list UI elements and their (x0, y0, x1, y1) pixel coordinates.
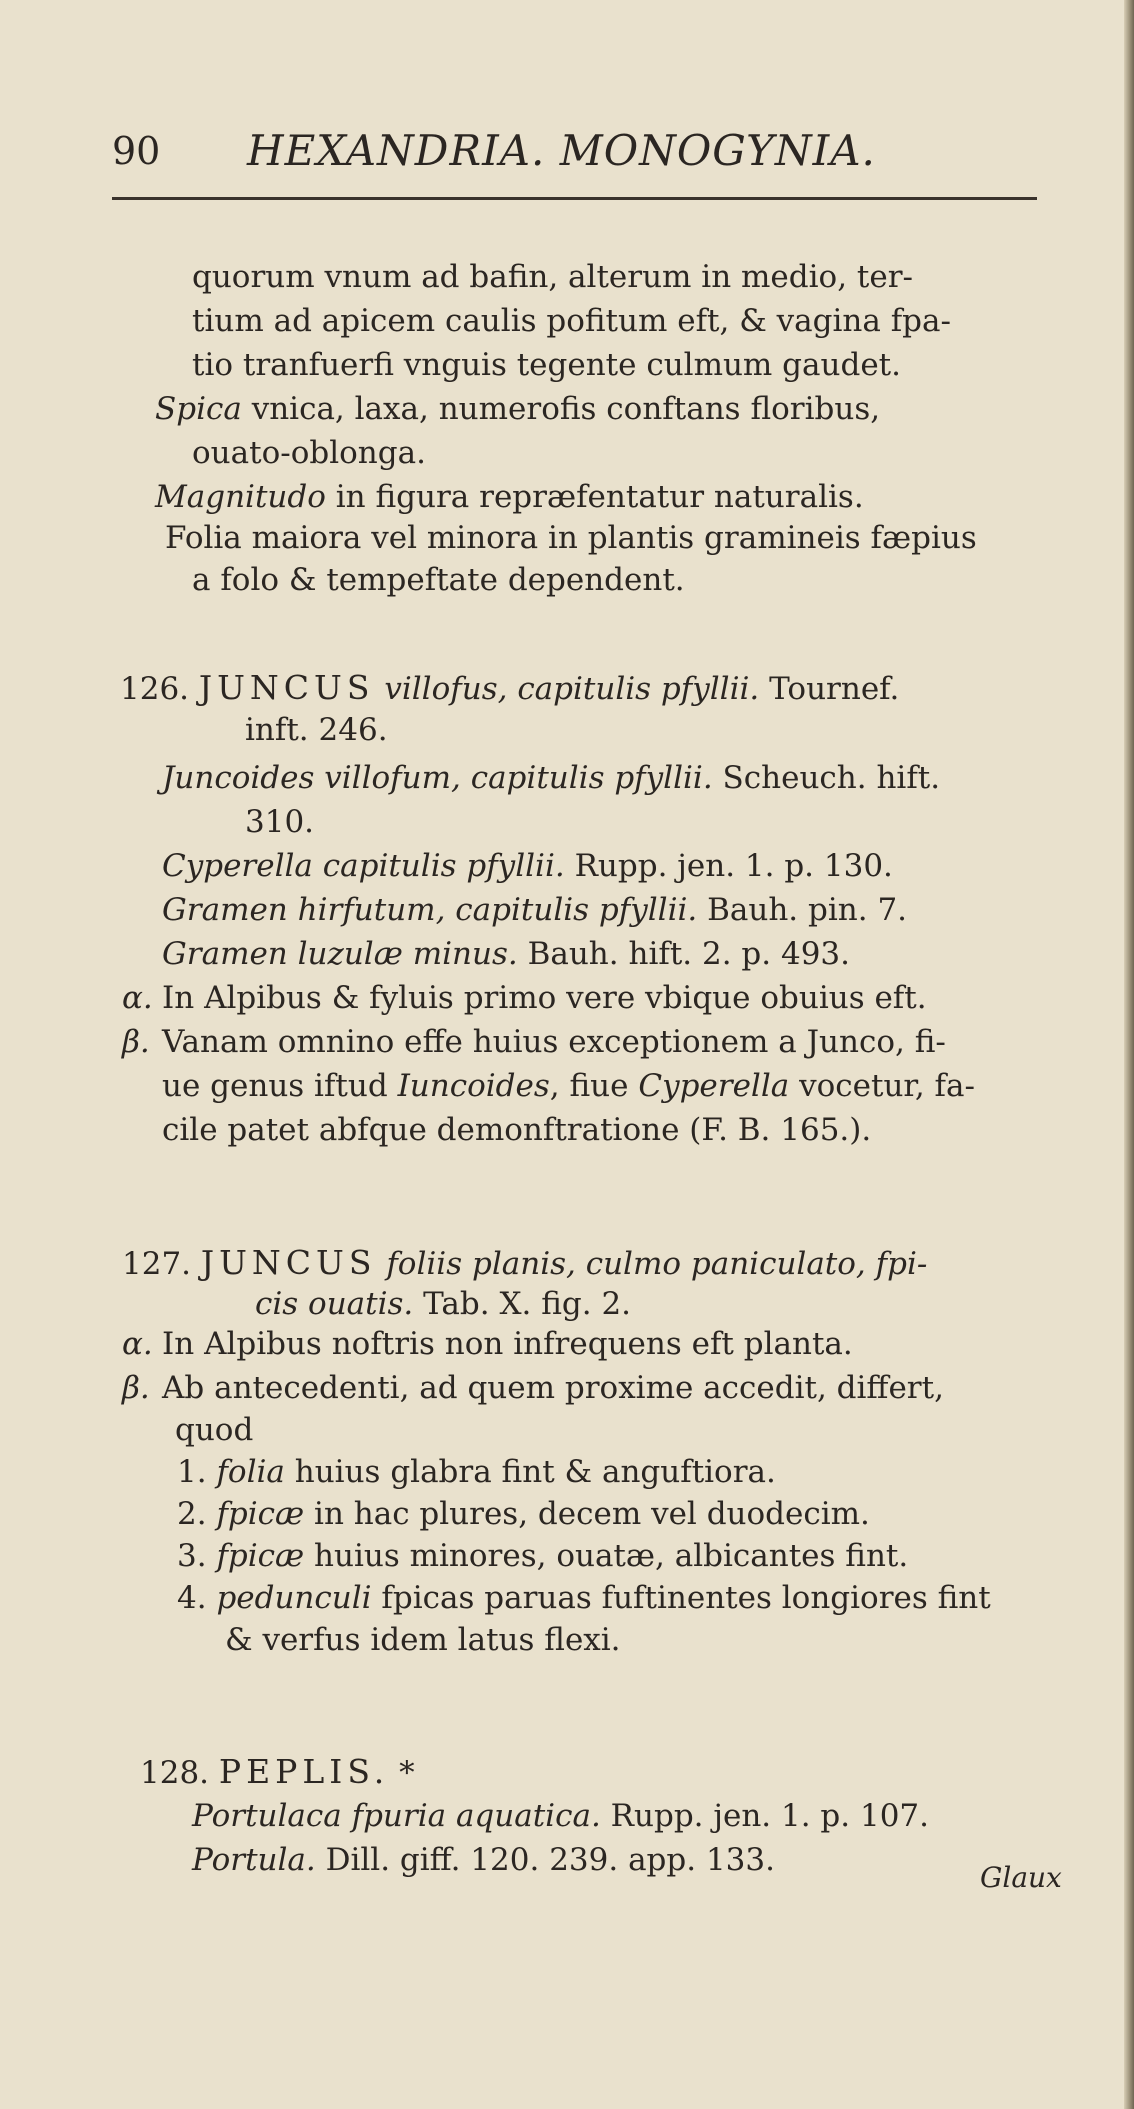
entry-number: 127. (122, 1246, 192, 1282)
text-line: cile patet abfque demonftratione (F. B. 165.). (162, 1112, 872, 1148)
synonym-authority: Scheuch. hift. (712, 760, 941, 796)
text-line: ouato-oblonga. (192, 435, 426, 471)
genus-name: JUNCUS (198, 668, 375, 707)
synonym-authority: Rupp. jen. 1. p. 107. (600, 1798, 930, 1834)
running-title: HEXANDRIA. MONOGYNIA. (247, 126, 876, 175)
synonym-authority: Bauh. hift. 2. p. 493. (517, 936, 850, 972)
page-number: 90 (112, 129, 161, 173)
entry-heading (140, 1752, 415, 1793)
note-text: ue genus iftud (162, 1068, 398, 1104)
authority: Tournef. (759, 671, 900, 707)
genus-name: PEPLIS. (218, 1752, 390, 1791)
list-item (177, 1452, 776, 1492)
synonym-name: Portulaca fpuria aquatica. (192, 1798, 601, 1834)
list-term: fpicæ (216, 1538, 305, 1574)
term-label: Magnitudo (155, 479, 326, 515)
text-line (155, 477, 864, 517)
text-line: Folia maiora vel minora in plantis gramineis fæpius (165, 520, 977, 556)
list-term: pedunculi (216, 1580, 372, 1616)
text-line (255, 1284, 631, 1324)
entry-number: 126. (120, 671, 190, 707)
synonym-authority: Rupp. jen. 1. p. 130. (564, 848, 893, 884)
list-text: in hac plures, decem vel duodecim. (304, 1496, 870, 1532)
term-label: Spica (155, 391, 242, 427)
entry-number: 128. (140, 1755, 210, 1791)
synonym (192, 1796, 929, 1836)
synonym (162, 846, 893, 886)
note-alpha (122, 1324, 853, 1364)
list-item (177, 1578, 991, 1618)
synonym-authority: Bauh. pin. 7. (697, 892, 908, 928)
list-term: folia (216, 1454, 285, 1490)
note-text: In Alpibus & fyluis primo vere vbique obuius eft. (162, 980, 927, 1016)
term-text: in figura repræfentatur naturalis. (325, 479, 864, 515)
genus-name: JUNCUS (200, 1243, 377, 1282)
note-alpha (122, 978, 927, 1018)
note-text: In Alpibus noftris non infrequens eft planta. (162, 1326, 853, 1362)
synonym-name: Gramen hirfutum, capitulis pfyllii. (162, 892, 698, 928)
list-item (177, 1494, 870, 1534)
text-line: 310. (245, 804, 315, 840)
synonym (192, 1840, 775, 1880)
note-text: vocetur, fa- (789, 1068, 975, 1104)
list-term: fpicæ (216, 1496, 305, 1532)
entry-heading (122, 1243, 927, 1284)
synonym (162, 934, 850, 974)
text-line: tium ad apicem caulis pofitum eft, & vagina fpa- (192, 303, 951, 339)
synonym-authority: Dill. giff. 120. 239. app. 133. (315, 1842, 775, 1878)
catchword: Glaux (980, 1861, 1062, 1894)
text-line (155, 389, 880, 429)
text-line: quod (175, 1412, 254, 1448)
list-text: huius glabra fint & anguftiora. (284, 1454, 776, 1490)
note-marker: α. (122, 1326, 153, 1362)
term-text: vnica, laxa, numerofis conftans floribus, (241, 391, 881, 427)
note-marker: β. (122, 1024, 150, 1060)
species-description: cis ouatis. (255, 1286, 414, 1322)
page-header (112, 128, 1032, 188)
synonym (162, 890, 907, 930)
note-text: , fiue (549, 1068, 639, 1104)
note-beta (122, 1368, 944, 1408)
text-line: inft. 246. (245, 712, 388, 748)
text-line: a folo & tempeftate dependent. (192, 562, 685, 598)
species-description: foliis planis, culmo paniculato, fpi- (376, 1246, 928, 1282)
note-text: Vanam omnino effe huius exceptionem a Junco, fi- (162, 1024, 946, 1060)
header-rule (112, 197, 1037, 200)
note-marker: α. (122, 980, 153, 1016)
list-number: 3. (177, 1538, 207, 1574)
list-number: 2. (177, 1496, 207, 1532)
note-marker: β. (122, 1370, 150, 1406)
note-text: Ab antecedenti, ad quem proxime accedit, differt, (162, 1370, 944, 1406)
list-text: fpicas paruas fuftinentes longiores fint (371, 1580, 991, 1616)
list-number: 4. (177, 1580, 207, 1616)
figure-reference: Tab. X. fig. 2. (413, 1286, 632, 1322)
synonym-name: Cyperella capitulis pfyllii. (162, 848, 565, 884)
genus-italic: Cyperella (638, 1068, 790, 1104)
synonym-name: Juncoides villofum, capitulis pfyllii. (162, 760, 713, 796)
list-item (177, 1536, 908, 1576)
list-text: huius minores, ouatæ, albicantes fint. (304, 1538, 909, 1574)
species-description: villofus, capitulis pfyllii. (374, 671, 760, 707)
star-mark: * (389, 1755, 415, 1791)
note-beta (122, 1022, 946, 1062)
text-line: & verfus idem latus flexi. (225, 1622, 621, 1658)
book-spine-shadow (1124, 0, 1134, 2109)
text-line: tio tranfuerfi vnguis tegente culmum gaudet. (192, 347, 901, 383)
entry-heading (120, 668, 899, 709)
text-line (162, 1066, 975, 1106)
synonym (162, 758, 940, 798)
list-number: 1. (177, 1454, 207, 1490)
text-line: quorum vnum ad bafin, alterum in medio, ter- (192, 259, 913, 295)
synonym-name: Portula. (192, 1842, 316, 1878)
genus-italic: Iuncoides (397, 1068, 550, 1104)
synonym-name: Gramen luzulæ minus. (162, 936, 518, 972)
